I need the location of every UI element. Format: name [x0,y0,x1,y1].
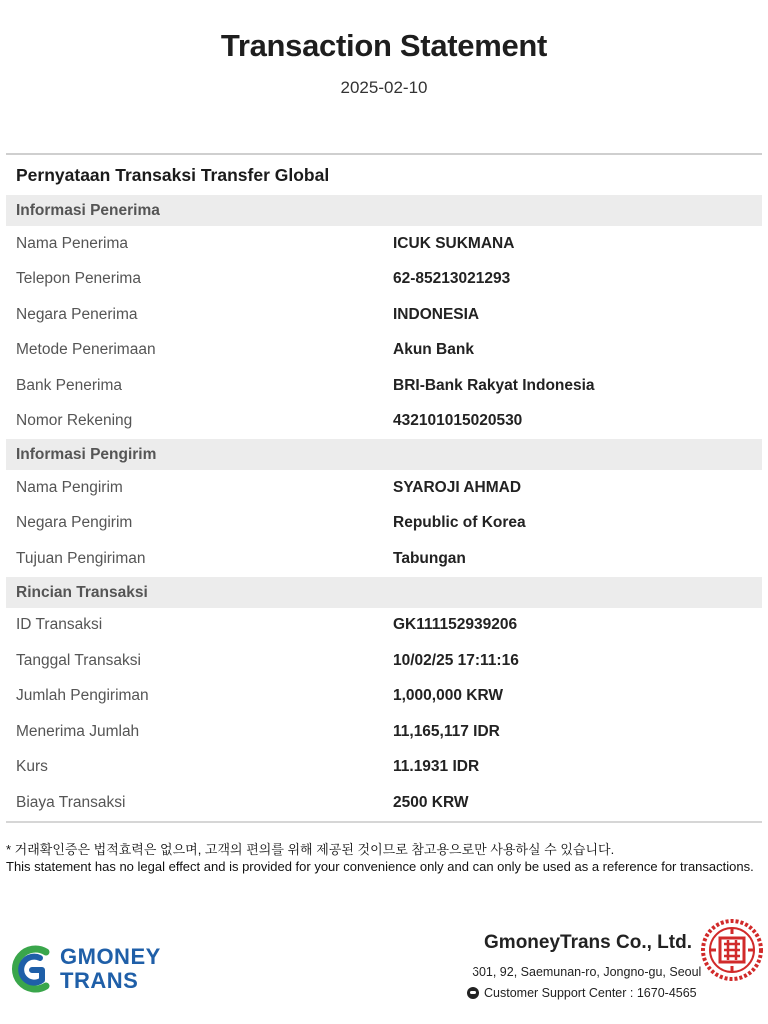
address-text: 601, 92, Saemunan-ro, Jongno-gu, Seoul [472,965,701,979]
row-label: Nama Pengirim [16,478,123,496]
table-row [6,297,762,333]
row-label: Nomor Rekening [16,412,133,430]
table-row [6,679,762,715]
row-label: ID Transaksi [16,616,103,634]
table-row [6,785,762,821]
row-value: Tabungan [393,549,466,567]
row-label: Kurs [16,758,48,776]
row-value: GK111152939206 [393,616,518,634]
row-label: Negara Pengirim [16,514,133,532]
row-label: Metode Penerimaan [16,341,156,359]
table-row [6,506,762,542]
row-label: Negara Penerima [16,305,138,323]
row-label: Tanggal Transaksi [16,651,141,669]
row-value: 11,165,117 IDR [393,722,500,740]
table-row [6,404,762,440]
section-heading-sender: Informasi Pengirim [6,439,762,470]
row-value: 1,000,000 KRW [393,687,503,705]
row-value: SYAROJI AHMAD [393,478,522,496]
table-row [6,262,762,298]
row-label: Jumlah Pengiriman [16,687,149,705]
row-value: ICUK SUKMANA [393,234,515,252]
row-label: Telepon Penerima [16,270,141,288]
disclaimer-english: This statement has no legal effect and is provided for your convenience only and can only be used as a reference for transactions. [6,858,754,874]
table-row [6,368,762,404]
row-label: Bank Penerima [16,376,122,394]
row-value: 432101015020530 [393,412,523,430]
statement-table [6,153,762,823]
support-text: Customer Support Center : 1670-4565 [484,986,697,1000]
logo-line-2: TRANS [60,968,139,993]
company-seal-icon [700,918,764,982]
row-value: 62-85213021293 [393,270,511,288]
disclaimer-korean: * 거래확인증은 법적효력은 없으며, 고객의 편의를 위해 제공된 것이므로 참고용으로만 사용하실 수 있습니다. [6,842,615,857]
statement-date: 2025-02-10 [340,78,428,97]
row-value: 2500 KRW [393,793,469,811]
row-value: 10/02/25 17:11:16 [393,651,519,669]
statement-title: Pernyataan Transaksi Transfer Global [16,165,330,185]
company-logo [6,940,186,1000]
logo-mark-icon [6,942,52,996]
row-label: Nama Penerima [16,234,128,252]
table-row [6,643,762,679]
row-value: BRI-Bank Rakyat Indonesia [393,376,595,394]
company-name: GmoneyTrans Co., Ltd. [484,932,692,953]
page-title: Transaction Statement [220,28,548,63]
logo-line-1: GMONEY [60,944,161,969]
row-label: Biaya Transaksi [16,793,126,811]
row-label: Menerima Jumlah [16,722,140,740]
table-row [6,608,762,644]
disclaimer [6,842,756,875]
table-row [6,750,762,786]
section-heading-transaction: Rincian Transaksi [6,577,762,608]
row-value: Republic of Korea [393,514,526,532]
logo-wordmark [60,945,161,993]
row-value: 11.1931 IDR [393,758,480,776]
phone-icon [467,987,479,999]
table-row [6,333,762,369]
table-row [6,226,762,262]
table-row [6,470,762,506]
row-value: INDONESIA [393,305,480,323]
row-value: Akun Bank [393,341,474,359]
section-heading-recipient: Informasi Penerima [6,195,762,226]
customer-support [467,986,697,1000]
row-label: Tujuan Pengiriman [16,549,146,567]
company-address [467,965,701,979]
table-row [6,541,762,577]
table-row [6,714,762,750]
